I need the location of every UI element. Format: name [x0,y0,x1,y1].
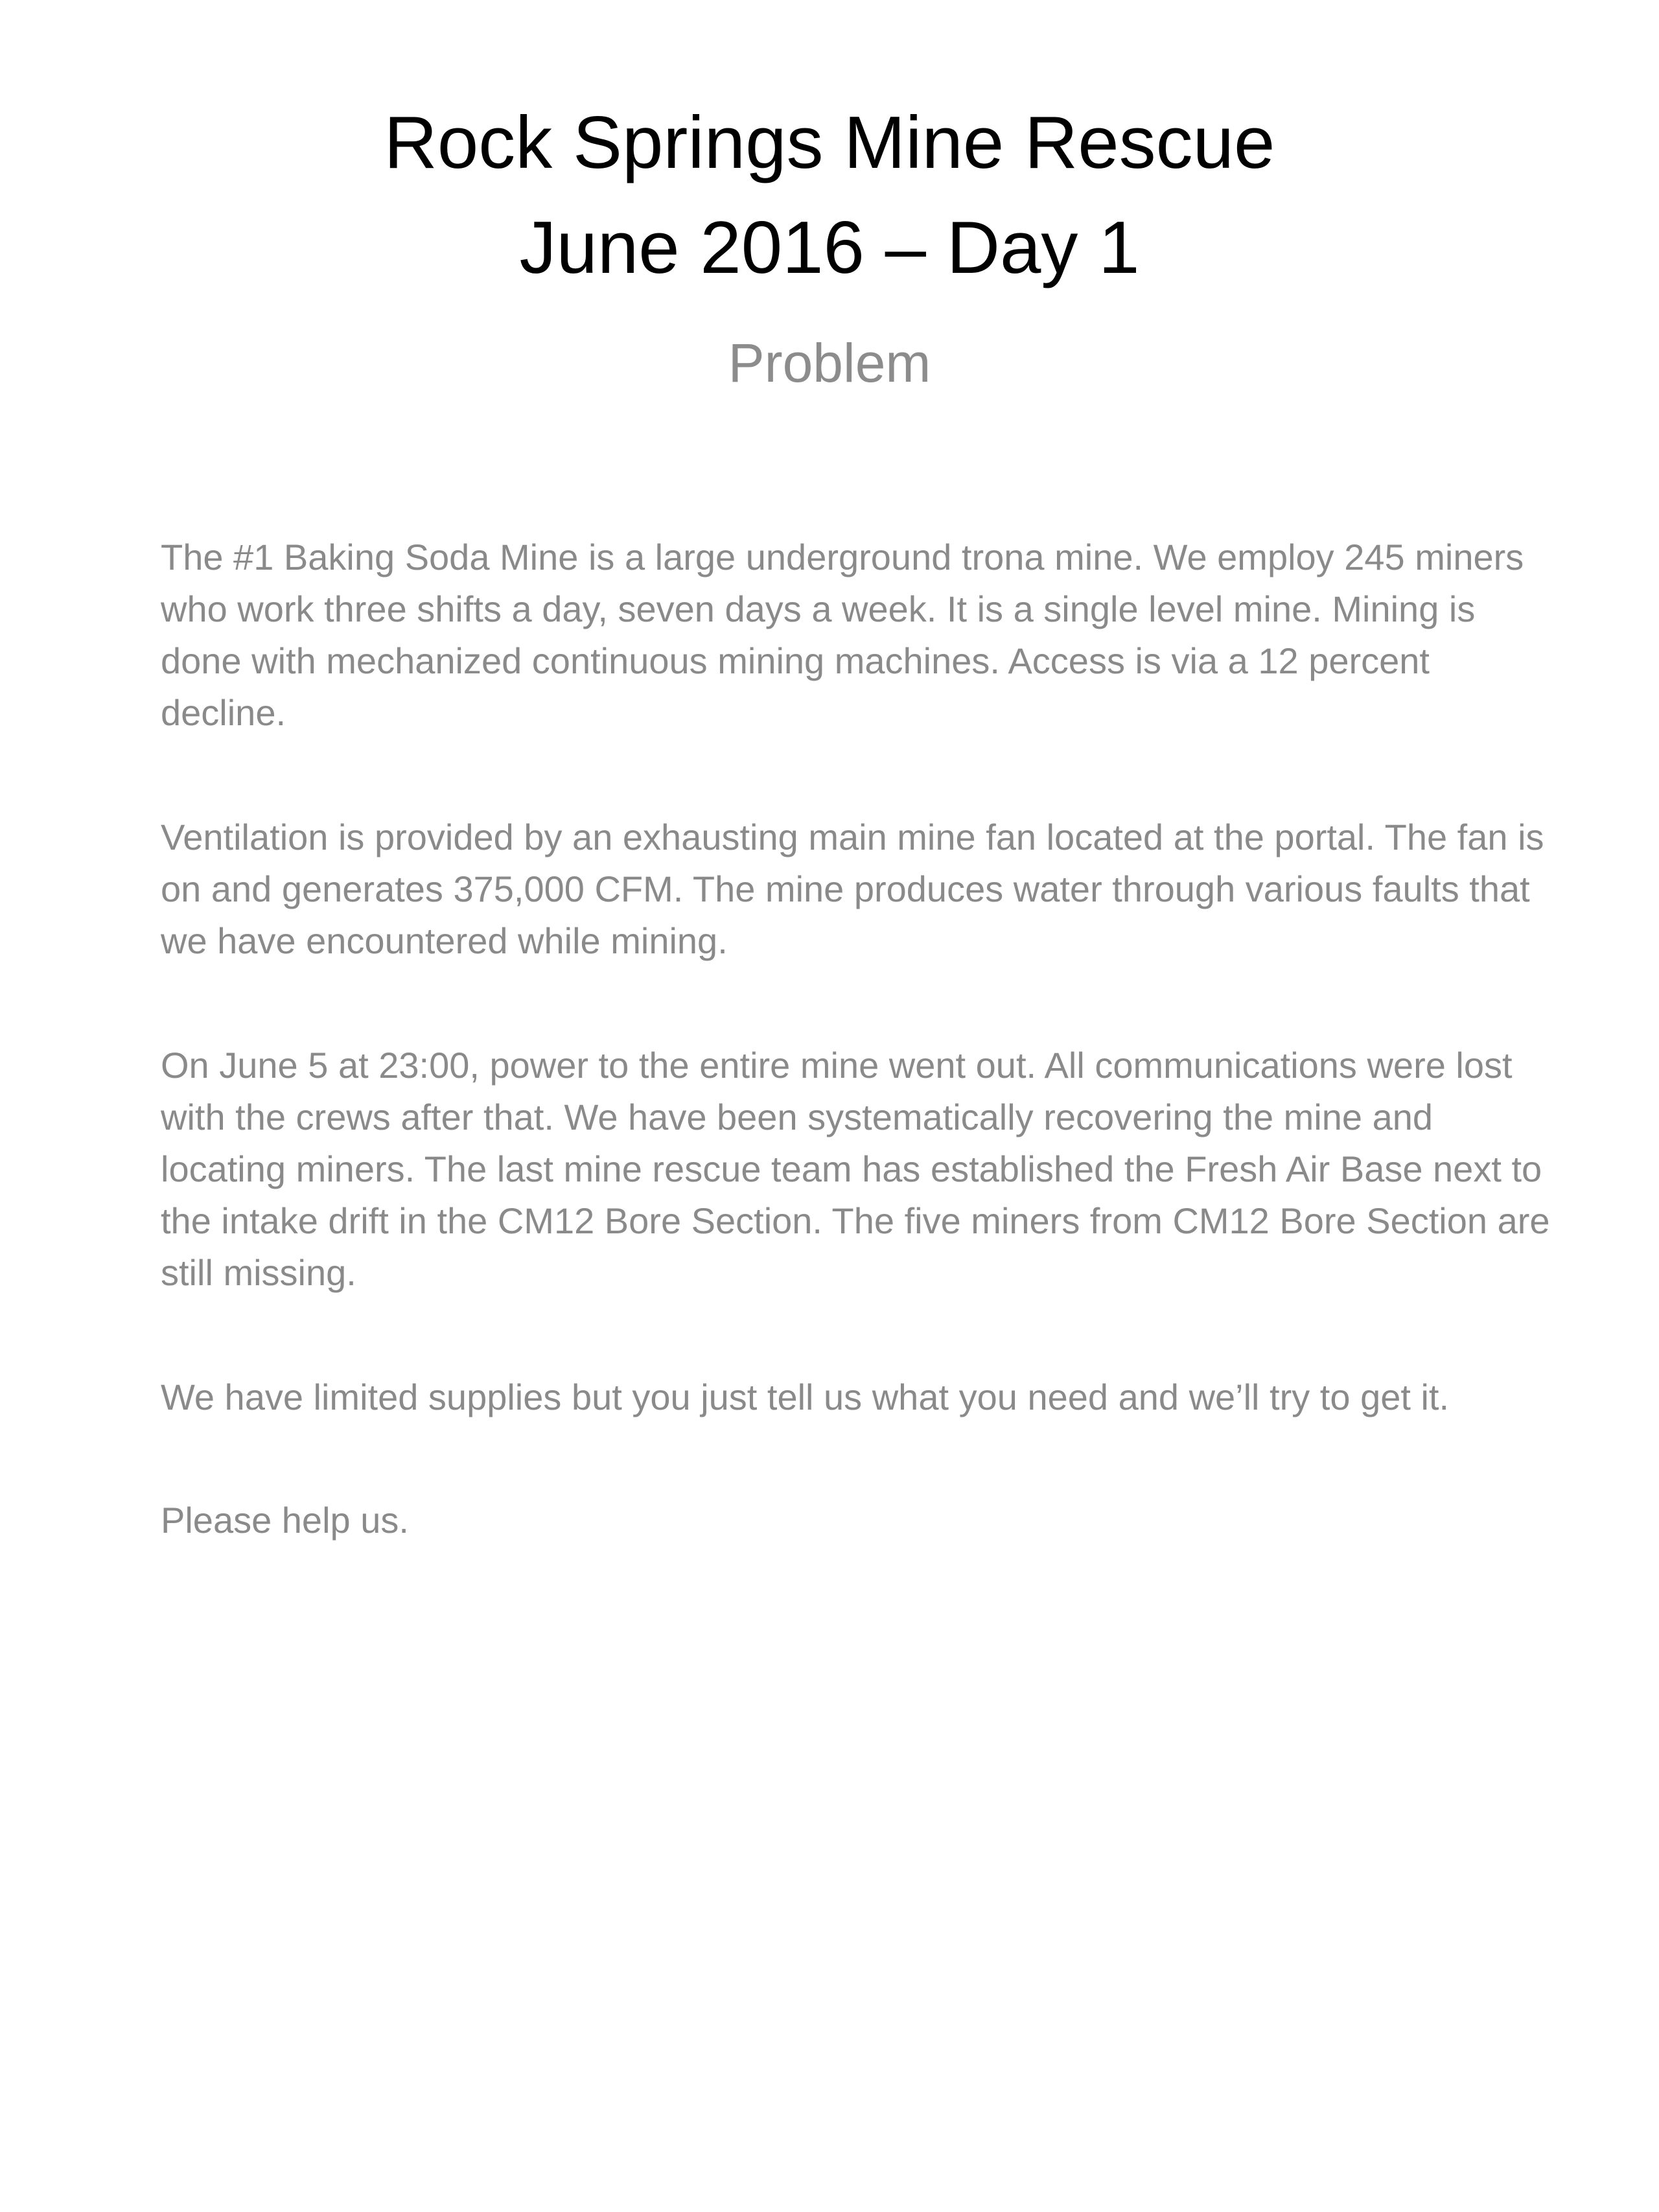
paragraph-power-outage: On June 5 at 23:00, power to the entire mine went out. All communications were lost with the crews after that. We have been systematically recovering the mine and locating miners. The last mine rescue team has established the Fresh Air Base next to the intake drift in the CM12 Bore Section. The five miners from CM12 Bore Section are still missing. [161,1045,1550,1293]
title-line-1: Rock Springs Mine Rescue [384,102,1275,184]
title-line-2: June 2016 – Day 1 [519,207,1140,289]
paragraph-ventilation: Ventilation is provided by an exhausting main mine fan located at the portal. The fan is on and generates 375,000 CFM. The mine produces water through various faults that we have encountered while mining. [161,817,1544,961]
slide-title [0,91,1659,301]
problem-body [161,531,1554,1619]
paragraph-supplies: We have limited supplies but you just tell us what you need and we’ll try to get it. [161,1377,1450,1417]
slide-subtitle: Problem [728,332,931,393]
paragraph-plea: Please help us. [161,1500,409,1541]
paragraph-mine-description: The #1 Baking Soda Mine is a large underground trona mine. We employ 245 miners who work three shifts a day, seven days a week. It is a single level mine. Mining is done with mechanized continuous mining machines. Access is via a 12 percent decline. [161,537,1524,733]
